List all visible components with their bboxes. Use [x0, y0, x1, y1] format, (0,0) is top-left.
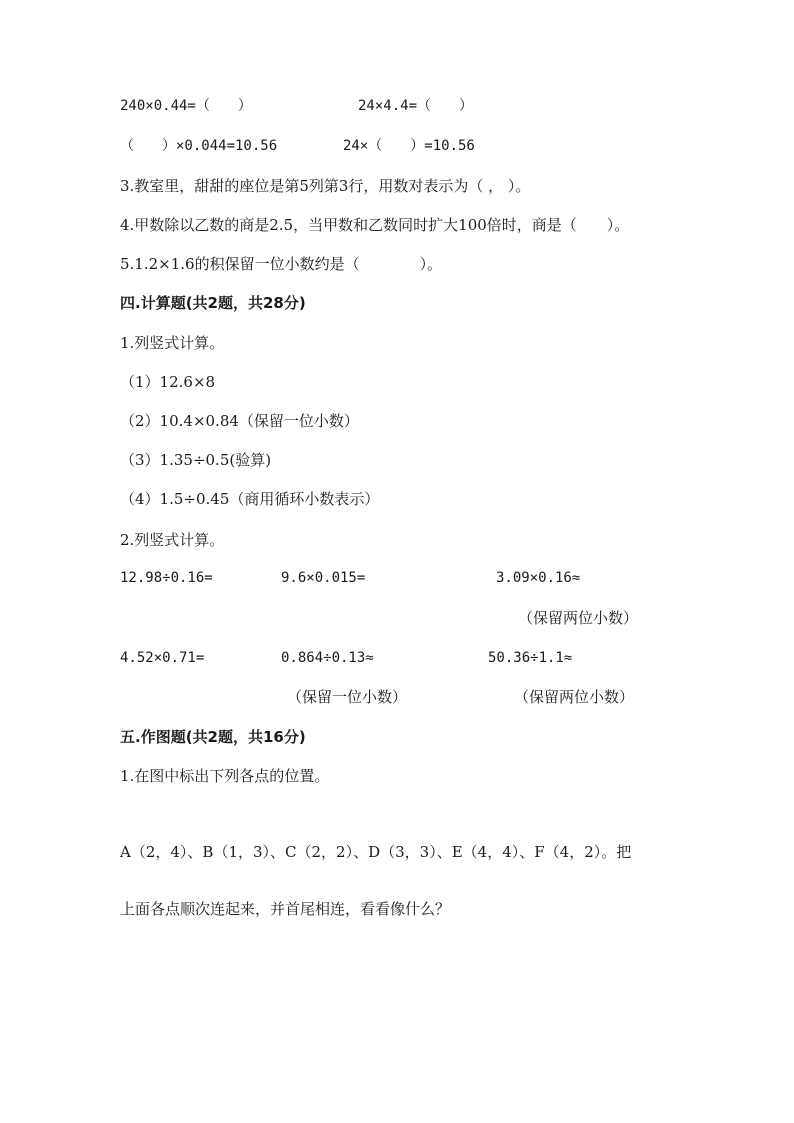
section4-q2-row1-c: 3.09×0.16≈	[496, 570, 581, 586]
fill-q3: 3.教室里，甜甜的座位是第5列第3行，用数对表示为（ ， ）。	[120, 177, 531, 195]
fill-q5: 5.1.2×1.6的积保留一位小数约是（ ）。	[120, 255, 443, 273]
section4-q2-note2b: （保留两位小数）	[514, 688, 635, 706]
section4-q2-note1: （保留两位小数）	[518, 609, 639, 627]
section5-q1-points: A（2，4）、B（1，3）、C（2，2）、D（3，3）、E（4，4）、F（4，2）。把	[120, 843, 632, 861]
fill-q2-d: 24×（ ）=10.56	[343, 138, 475, 154]
section5-q1-title: 1.在图中标出下列各点的位置。	[120, 767, 330, 785]
section5-title: 五.作图题(共2题，共16分)	[120, 728, 306, 746]
section4-q2-note2a: （保留一位小数）	[287, 688, 408, 706]
fill-q2-b: 24×4.4=（ ）	[358, 98, 474, 114]
section4-q2-row2-c: 50.36÷1.1≈	[488, 650, 573, 666]
section4-q2-row1-b: 9.6×0.015=	[281, 570, 366, 586]
section4-q2-row2-b: 0.864÷0.13≈	[281, 650, 374, 666]
section4-q1-item-4: （4）1.5÷0.45（商用循环小数表示）	[120, 490, 380, 508]
section4-q1-title: 1.列竖式计算。	[120, 334, 225, 352]
section4-q1-item-3: （3）1.35÷0.5(验算)	[120, 451, 272, 469]
section4-q1-item-1: （1）12.6×8	[120, 373, 216, 391]
fill-q2-a: 240×0.44=（ ）	[120, 98, 252, 114]
section4-q1-item-2: （2）10.4×0.84（保留一位小数）	[120, 412, 359, 430]
section4-q2-row1-a: 12.98÷0.16=	[120, 570, 213, 586]
fill-q4: 4.甲数除以乙数的商是2.5，当甲数和乙数同时扩大100倍时，商是（ ）。	[120, 216, 630, 234]
section4-title: 四.计算题(共2题，共28分)	[120, 294, 306, 312]
section4-q2-title: 2.列竖式计算。	[120, 531, 225, 549]
fill-q2-c: （ ）×0.044=10.56	[120, 138, 278, 154]
section4-q2-row2-a: 4.52×0.71=	[120, 650, 205, 666]
section5-q1-tail: 上面各点顺次连起来，并首尾相连，看看像什么？	[120, 900, 451, 918]
